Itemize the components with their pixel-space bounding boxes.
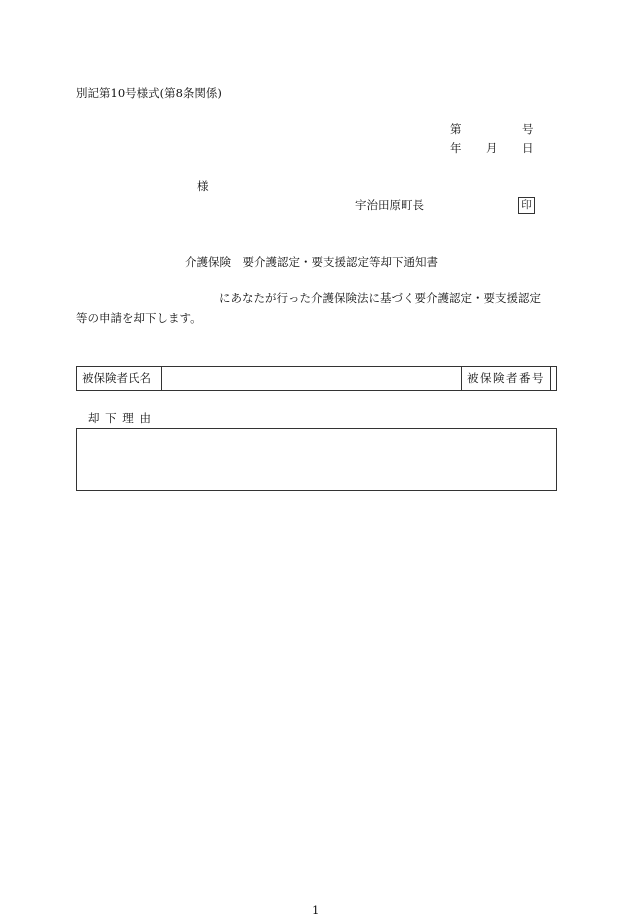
issue-date-day: 日	[522, 141, 534, 155]
rejection-reason-label: 却 下 理 由	[88, 411, 152, 425]
issue-date-month: 月	[486, 141, 498, 155]
insured-number-label: 被保険者番号	[467, 370, 545, 385]
insured-name-label: 被保険者氏名	[82, 370, 151, 385]
insured-info-table	[76, 366, 557, 391]
body-line-2: 等の申請を却下します。	[76, 311, 202, 325]
form-label: 別記第10号様式(第8条関係)	[76, 86, 222, 100]
issue-date-year: 年	[450, 141, 462, 155]
rejection-reason-box[interactable]	[76, 428, 557, 491]
issuer-seal: 印	[518, 197, 535, 214]
insured-name-field[interactable]	[162, 367, 461, 390]
page-number: 1	[312, 903, 320, 917]
notice-title: 介護保険 要介護認定・要支援認定等却下通知書	[185, 255, 438, 269]
issuer-name: 宇治田原町長	[355, 198, 424, 212]
addressee-honorific: 様	[197, 179, 209, 193]
issue-number-suffix: 号	[522, 122, 534, 136]
body-line-1: にあなたが行った介護保険法に基づく要介護認定・要支援認定	[219, 291, 541, 305]
insured-number-field[interactable]	[551, 367, 556, 390]
issue-number-prefix: 第	[450, 122, 462, 136]
